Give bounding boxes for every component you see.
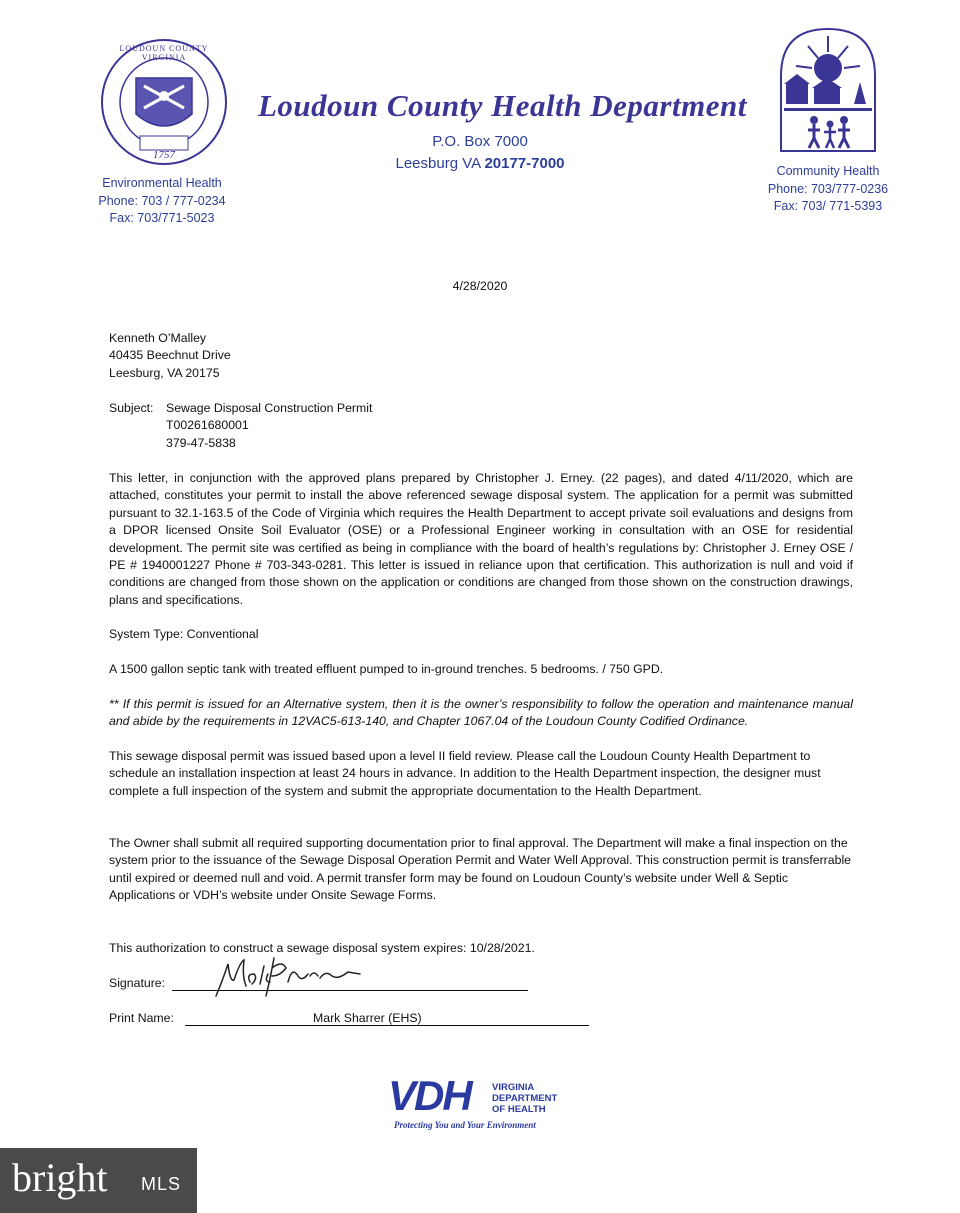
- zip-code: 20177-7000: [484, 155, 565, 172]
- env-fax: Fax: 703/771-5023: [109, 211, 215, 225]
- vdh-logo: [388, 1072, 568, 1134]
- department-title: Loudoun County Health Department: [258, 88, 747, 123]
- permit-paragraph: This letter, in conjunction with the approved plans prepared by Christopher J. Erney. (22 pages), and dated 4/11/2020, which are attached, constitutes your permit to install the above referenced sewage disposal system. The application for a permit was submitted pursuant to 32.1-163.5 of the Code of Virginia which requires the Health Department to accept private soil evaluations and designs from a DPOR licensed Onsite Soil Evaluator (OSE) or a Professional Engineer working in consultation with an OSE for residential development. The permit site was certified as being in compliance with the board of health’s regulations by: Christopher J. Erney OSE / PE # 1940001227 Phone # 703-343-0281. This letter is issued in reliance upon that certification. This authorization is null and void if conditions are changed from those shown on the application or conditions are changed from those shown on the construction drawings, plans and specifications.: [109, 471, 853, 607]
- vdh-tagline: Protecting You and Your Environment: [394, 1120, 536, 1130]
- recipient-city: Leesburg, VA 20175: [109, 365, 220, 380]
- city-line: [380, 155, 580, 172]
- vdh-line-3: OF HEALTH: [492, 1104, 546, 1115]
- letter-date: 4/28/2020: [452, 279, 508, 293]
- signature-label: Signature:: [109, 976, 166, 990]
- tank-description: A 1500 gallon septic tank with treated effluent pumped to in-ground trenches. 5 bedrooms. / 750 GPD.: [109, 662, 664, 676]
- env-dept: Environmental Health: [102, 176, 222, 190]
- community-health-contact: [738, 163, 918, 216]
- parcel-number: 379-47-5838: [166, 435, 236, 450]
- comm-fax: Fax: 703/ 771-5393: [773, 199, 883, 213]
- vdh-line-2: DEPARTMENT: [492, 1093, 558, 1104]
- print-name-value: Mark Sharrer (EHS): [313, 1011, 422, 1025]
- po-box: P.O. Box 7000: [432, 133, 528, 150]
- seal-text: LOUDOUN COUNTY VIRGINIA: [119, 44, 209, 62]
- print-name-label: Print Name:: [109, 1011, 174, 1025]
- system-type: System Type: Conventional: [109, 627, 259, 641]
- expiration-statement: This authorization to construct a sewage disposal system expires: 10/28/2021.: [109, 941, 535, 955]
- comm-dept: Community Health: [776, 164, 880, 178]
- city-prefix: Leesburg VA: [395, 155, 485, 172]
- watermark-brand: bright: [12, 1155, 108, 1200]
- bright-mls-watermark: [0, 1148, 197, 1213]
- vdh-letters: VDH: [388, 1072, 471, 1119]
- vdh-line-1: VIRGINIA: [492, 1082, 535, 1093]
- vdh-name: [492, 1082, 557, 1115]
- watermark-suffix: MLS: [141, 1174, 182, 1194]
- recipient-name: Kenneth O’Malley: [109, 331, 207, 345]
- alternative-system-note: ** If this permit is issued for an Alternative system, then it is the owner’s responsibility to follow the operation and maintenance manual and abide by the requirements in 12VAC5-613-140, and Chapter 1067.04 of the Loudoun County Codified Ordinance.: [109, 697, 853, 729]
- seal-year: 1757: [153, 149, 175, 161]
- field-review-paragraph: This sewage disposal permit was issued based upon a level II field review. Please call the Loudoun County Health Department to schedule an installation inspection at least 24 hours in advance. In addition to the Health Department inspection, the designer must complete a full inspection of the system and submit the appropriate documentation to the Health Department.: [109, 749, 821, 798]
- recipient-street: 40435 Beechnut Drive: [109, 348, 231, 363]
- subject-title: Sewage Disposal Construction Permit: [166, 401, 373, 415]
- community-health-logo: [778, 26, 878, 154]
- owner-paragraph: The Owner shall submit all required supporting documentation prior to final approval. The Department will make a final inspection on the system prior to the issuance of the Sewage Disposal Operation Permit and Water Well Approval. This construction permit is transferrable until expired or deemed null and void. A permit transfer form may be found on Loudoun County’s website under Well & Septic Applications or VDH’s website under Onsite Sewage Forms.: [109, 836, 852, 903]
- recipient-address: [109, 330, 231, 382]
- subject-label: Subject:: [109, 401, 154, 415]
- subject-details: [166, 400, 372, 452]
- handwritten-signature: [210, 952, 380, 1002]
- permit-number: T00261680001: [166, 418, 249, 433]
- comm-phone: Phone: 703/777-0236: [767, 181, 889, 196]
- env-phone: Phone: 703 / 777-0234: [98, 193, 226, 208]
- environmental-health-contact: [72, 175, 252, 228]
